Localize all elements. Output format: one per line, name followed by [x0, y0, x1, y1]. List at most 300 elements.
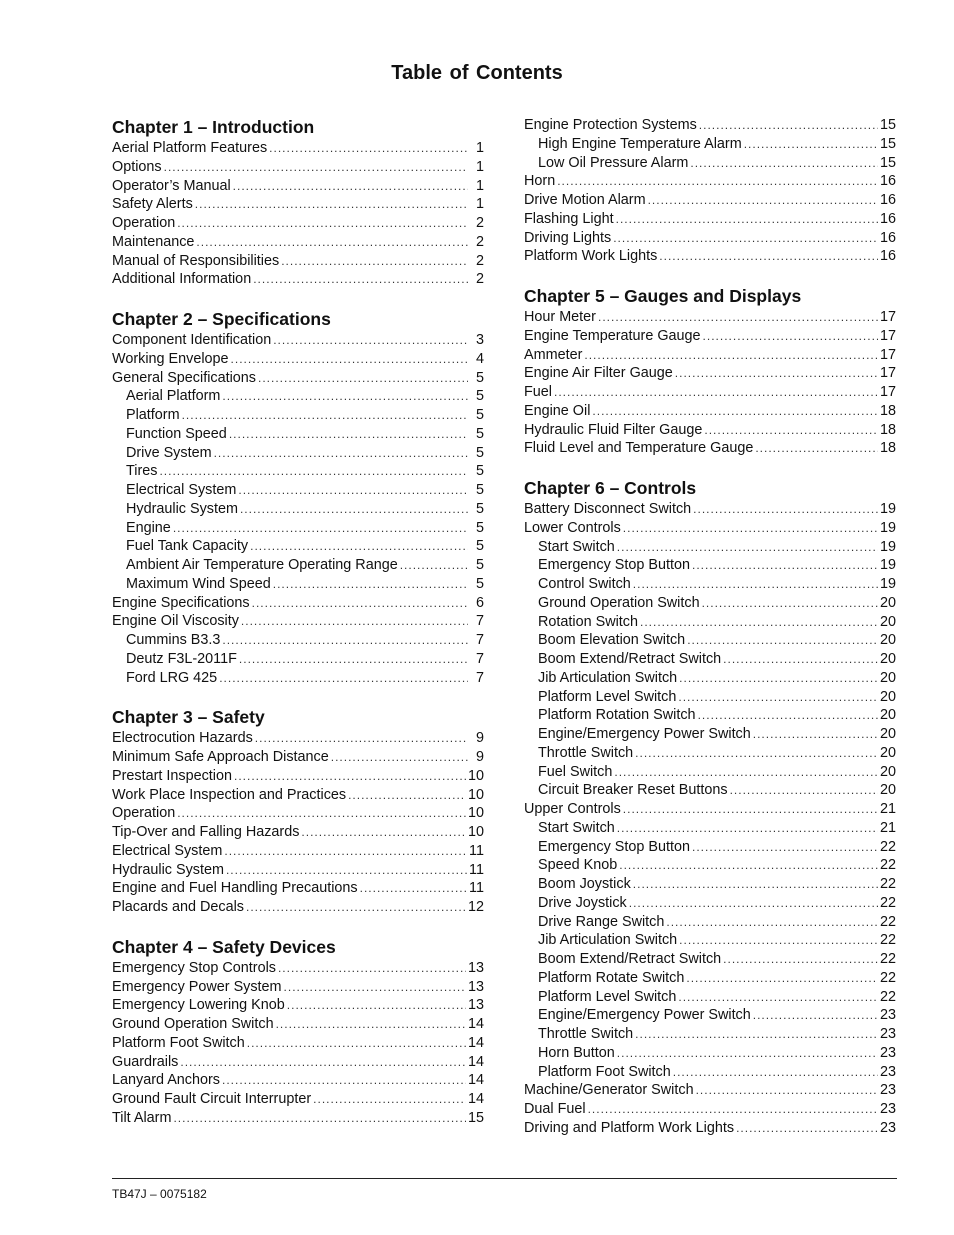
toc-subentry	[524, 1044, 896, 1063]
entry-title: Engine Oil	[524, 402, 591, 419]
dot-leader	[673, 1063, 878, 1082]
page-number: 14	[467, 1034, 484, 1051]
entry-title: Placards and Decals	[112, 899, 244, 915]
page-number: 5	[475, 369, 484, 386]
dot-leader	[250, 537, 468, 556]
entry-title: Engine Temperature Gauge	[524, 327, 701, 344]
dot-leader	[348, 786, 466, 805]
toc-subentry	[524, 1025, 896, 1044]
dot-leader	[229, 425, 468, 444]
dot-leader	[679, 669, 878, 688]
page-number: 17	[879, 327, 896, 344]
toc-entry	[112, 612, 484, 631]
page-number: 7	[475, 669, 484, 686]
toc-entry	[524, 519, 896, 538]
toc-entry	[112, 978, 484, 997]
toc-entry	[112, 842, 484, 861]
entry-title: Cummins B3.3	[126, 632, 221, 648]
entry-title: Driving and Platform Work Lights	[524, 1119, 735, 1136]
toc-subentry	[524, 744, 896, 763]
dot-leader	[755, 439, 878, 458]
page-number: 1	[475, 196, 484, 213]
page-number: 5	[475, 388, 484, 405]
dot-leader	[629, 894, 878, 913]
entry-title: Emergency Stop Button	[538, 838, 690, 855]
toc-subentry	[112, 519, 484, 538]
page-number: 22	[879, 988, 896, 1005]
entry-title: Control Switch	[538, 576, 631, 592]
dot-leader	[284, 978, 466, 997]
toc-subentry	[112, 481, 484, 500]
entry-title: Boom Joystick	[538, 876, 631, 892]
toc-subentry	[112, 631, 484, 650]
dot-leader	[704, 421, 878, 440]
dot-leader	[222, 631, 468, 650]
dot-leader	[699, 116, 878, 135]
page-number: 21	[879, 819, 896, 836]
toc-subentry	[112, 406, 484, 425]
dot-leader	[692, 838, 878, 857]
toc-entry	[112, 1015, 484, 1034]
page-number: 14	[467, 1072, 484, 1089]
toc-subentry	[524, 631, 896, 650]
entry-title: Emergency Power System	[112, 978, 282, 995]
page-number: 14	[467, 1053, 484, 1070]
dot-leader	[253, 270, 468, 289]
document-number: TB47J – 0075182	[112, 1187, 207, 1201]
toc-subentry	[524, 969, 896, 988]
toc-subentry	[524, 931, 896, 950]
dot-leader	[224, 842, 467, 861]
page-number: 21	[879, 801, 896, 817]
toc-column-left	[112, 116, 484, 1128]
page-number: 2	[475, 252, 484, 269]
toc-entry	[112, 139, 484, 158]
dot-leader	[592, 402, 878, 421]
dot-leader	[233, 177, 468, 196]
page-number: 20	[879, 763, 896, 780]
page-number: 17	[879, 384, 896, 400]
dot-leader	[222, 387, 468, 406]
toc-subentry	[112, 500, 484, 519]
dot-leader	[635, 744, 878, 763]
page-number: 22	[879, 894, 896, 911]
page-number: 23	[879, 1101, 896, 1117]
entry-title: Lanyard Anchors	[112, 1072, 220, 1089]
dot-leader	[744, 135, 878, 154]
entry-title: Additional Information	[112, 271, 252, 288]
entry-title: Platform	[126, 407, 180, 423]
entry-title: Engine/Emergency Power Switch	[538, 726, 751, 742]
entry-title: Machine/Generator Switch	[524, 1082, 694, 1099]
toc-subentry	[524, 1006, 896, 1025]
toc-entry	[112, 369, 484, 388]
toc-entry	[112, 959, 484, 978]
page-number: 10	[467, 805, 484, 822]
toc-subentry	[524, 688, 896, 707]
entry-title: Jib Articulation Switch	[538, 932, 678, 949]
dot-leader	[730, 781, 878, 800]
toc-entry	[112, 729, 484, 748]
page-number: 15	[879, 154, 896, 171]
page-number: 18	[879, 402, 896, 419]
toc-subentry	[112, 537, 484, 556]
entry-title: High Engine Temperature Alarm	[538, 135, 742, 152]
dot-leader	[698, 706, 878, 725]
dot-leader	[159, 462, 468, 481]
page-number: 23	[879, 1044, 896, 1061]
dot-leader	[554, 383, 878, 402]
toc-subentry	[524, 669, 896, 688]
toc-subentry	[112, 669, 484, 688]
toc-entry	[524, 421, 896, 440]
entry-title: Circuit Breaker Reset Buttons	[538, 782, 728, 799]
page-number: 9	[475, 749, 484, 765]
dot-leader	[640, 613, 878, 632]
page-number: 11	[469, 880, 484, 897]
entry-title: Engine Protection Systems	[524, 117, 697, 133]
toc-entry	[524, 210, 896, 229]
page-number: 1	[475, 177, 484, 194]
page-number: 4	[475, 350, 484, 367]
entry-title: Working Envelope	[112, 350, 229, 367]
entry-title: Boom Extend/Retract Switch	[538, 951, 722, 967]
entry-title: Battery Disconnect Switch	[524, 501, 692, 517]
page-number: 16	[879, 192, 896, 208]
toc-entry	[112, 350, 484, 369]
chapter-heading: Chapter 1 – Introduction	[112, 117, 315, 137]
page-number: 5	[475, 463, 484, 480]
dot-leader	[301, 823, 466, 842]
page-number: 6	[475, 594, 484, 611]
entry-title: Platform Rotation Switch	[538, 707, 696, 724]
dot-leader	[753, 1006, 878, 1025]
dot-leader	[623, 519, 878, 538]
entry-title: Platform Rotate Switch	[538, 969, 685, 986]
chapter-heading: Chapter 4 – Safety Devices	[112, 936, 336, 957]
page-number: 15	[879, 117, 896, 133]
toc-entry	[112, 879, 484, 898]
page-number: 11	[469, 842, 484, 859]
dot-leader	[231, 350, 468, 369]
page-number: 14	[467, 1091, 484, 1107]
page-number: 16	[879, 173, 896, 190]
dot-leader	[252, 594, 468, 613]
toc-subentry	[524, 913, 896, 932]
chapter-heading: Chapter 3 – Safety	[112, 707, 265, 728]
toc-entry	[112, 252, 484, 271]
toc-entry	[524, 346, 896, 365]
entry-title: Minimum Safe Approach Distance	[112, 749, 329, 765]
page-number: 5	[475, 444, 484, 461]
toc-entry	[112, 177, 484, 196]
dot-leader	[276, 1015, 466, 1034]
dot-leader	[614, 763, 878, 782]
entry-title: Platform Work Lights	[524, 248, 658, 265]
toc-subentry	[524, 819, 896, 838]
entry-title: Operation	[112, 805, 176, 822]
entry-title: Drive Motion Alarm	[524, 192, 646, 208]
page-number: 19	[879, 576, 896, 592]
entry-title: Maintenance	[112, 233, 195, 250]
toc-entry	[524, 402, 896, 421]
page-number: 17	[879, 309, 896, 325]
entry-title: Emergency Stop Button	[538, 557, 690, 574]
entry-title: Deutz F3L-2011F	[126, 650, 237, 667]
page-number: 23	[879, 1007, 896, 1024]
page-number: 5	[475, 500, 484, 517]
toc-subentry	[524, 1063, 896, 1082]
page-number: 2	[475, 271, 484, 288]
page-number: 5	[475, 575, 484, 592]
page-number: 3	[475, 332, 484, 348]
page-number: 22	[879, 969, 896, 986]
page-number: 22	[879, 876, 896, 892]
entry-title: Horn	[524, 173, 556, 190]
dot-leader	[241, 612, 468, 631]
dot-leader	[557, 172, 878, 191]
dot-leader	[234, 767, 466, 786]
page-number: 16	[879, 248, 896, 265]
page-number: 5	[475, 519, 484, 536]
entry-title: Function Speed	[126, 425, 227, 442]
dot-leader	[195, 195, 468, 214]
page-number: 1	[475, 140, 484, 156]
toc-entry	[524, 383, 896, 402]
entry-title: Boom Extend/Retract Switch	[538, 651, 722, 667]
page-number: 20	[879, 726, 896, 742]
toc-entry	[524, 172, 896, 191]
page-number: 5	[475, 482, 484, 498]
dot-leader	[703, 327, 878, 346]
entry-title: Ground Operation Switch	[112, 1016, 274, 1032]
dot-leader	[222, 1071, 466, 1090]
entry-title: Work Place Inspection and Practices	[112, 786, 347, 803]
page-number: 23	[879, 1063, 896, 1080]
entry-title: Options	[112, 158, 162, 175]
entry-title: Engine Oil Viscosity	[112, 613, 239, 630]
dot-leader	[633, 575, 878, 594]
entry-title: Drive Range Switch	[538, 913, 665, 930]
page-number: 17	[879, 346, 896, 363]
entry-title: Ground Fault Circuit Interrupter	[112, 1091, 312, 1107]
entry-title: Ground Operation Switch	[538, 594, 700, 611]
toc-entry	[524, 191, 896, 210]
dot-leader	[214, 444, 468, 463]
page-number: 16	[879, 229, 896, 246]
dot-leader	[619, 856, 878, 875]
page-number: 15	[467, 1109, 484, 1126]
dot-leader	[675, 364, 878, 383]
toc-subentry	[524, 875, 896, 894]
toc-subentry	[524, 706, 896, 725]
page-title: Table of Contents	[391, 62, 563, 84]
page-number: 22	[879, 838, 896, 855]
page-number: 19	[879, 538, 896, 555]
entry-title: Operation	[112, 215, 176, 231]
page-number: 15	[879, 135, 896, 152]
entry-title: Platform Level Switch	[538, 988, 677, 1005]
entry-title: Flashing Light	[524, 210, 614, 227]
toc-subentry	[112, 575, 484, 594]
page-number: 5	[475, 407, 484, 423]
dot-leader	[616, 210, 878, 229]
page-number: 9	[475, 730, 484, 747]
entry-title: Horn Button	[538, 1044, 615, 1061]
entry-title: Ammeter	[524, 346, 583, 363]
entry-title: Tip-Over and Falling Hazards	[112, 824, 300, 840]
dot-leader	[723, 950, 878, 969]
dot-leader	[273, 331, 468, 350]
footer-divider	[112, 1178, 897, 1179]
entry-title: Start Switch	[538, 538, 615, 555]
dot-leader	[331, 748, 468, 767]
toc-entry	[112, 823, 484, 842]
entry-title: Component Identification	[112, 332, 272, 348]
entry-title: Hydraulic System	[126, 500, 238, 517]
toc-subentry	[524, 613, 896, 632]
toc-subentry	[524, 556, 896, 575]
page-number: 2	[475, 233, 484, 250]
page-number: 22	[879, 932, 896, 949]
dot-leader	[281, 252, 468, 271]
entry-title: Throttle Switch	[538, 1026, 634, 1042]
toc-entry	[524, 1119, 896, 1138]
dot-leader	[696, 1081, 878, 1100]
page-number: 10	[467, 786, 484, 803]
entry-title: Speed Knob	[538, 857, 618, 874]
dot-leader	[633, 875, 878, 894]
toc-subentry	[524, 135, 896, 154]
dot-leader	[648, 191, 878, 210]
entry-title: Drive System	[126, 444, 212, 461]
page-number: 18	[879, 421, 896, 438]
dot-leader	[219, 669, 468, 688]
page-number: 7	[475, 650, 484, 667]
toc-entry	[524, 439, 896, 458]
toc-entry	[112, 748, 484, 767]
toc-entry	[112, 1071, 484, 1090]
page-number: 2	[475, 215, 484, 231]
toc-entry	[112, 158, 484, 177]
page-number: 13	[467, 978, 484, 995]
page-number: 1	[475, 158, 484, 175]
dot-leader	[269, 139, 468, 158]
entry-title: Upper Controls	[524, 801, 621, 817]
dot-leader	[635, 1025, 878, 1044]
page-number: 20	[879, 782, 896, 799]
entry-title: Platform Foot Switch	[538, 1063, 671, 1080]
toc-entry	[112, 195, 484, 214]
toc-entry	[112, 1090, 484, 1109]
dot-leader	[687, 631, 878, 650]
toc-subentry	[524, 838, 896, 857]
dot-leader	[598, 308, 878, 327]
dot-leader	[693, 500, 878, 519]
entry-title: Platform Foot Switch	[112, 1034, 245, 1051]
page-number: 17	[879, 365, 896, 382]
dot-leader	[240, 500, 468, 519]
entry-title: Tires	[126, 463, 158, 480]
toc-subentry	[524, 725, 896, 744]
entry-title: Manual of Responsibilities	[112, 252, 280, 269]
page-number: 20	[879, 669, 896, 686]
toc-subentry	[524, 594, 896, 613]
entry-title: Prestart Inspection	[112, 767, 232, 784]
entry-title: Safety Alerts	[112, 196, 193, 213]
dot-leader	[173, 519, 468, 538]
toc-entry	[112, 331, 484, 350]
dot-leader	[613, 229, 878, 248]
dot-leader	[177, 214, 468, 233]
dot-leader	[617, 819, 878, 838]
toc-entry	[112, 594, 484, 613]
entry-title: Engine Specifications	[112, 594, 250, 611]
dot-leader	[400, 556, 468, 575]
toc-entry	[524, 364, 896, 383]
toc-subentry	[524, 781, 896, 800]
entry-title: Low Oil Pressure Alarm	[538, 154, 689, 171]
page-number: 19	[879, 501, 896, 517]
toc-subentry	[112, 444, 484, 463]
entry-title: Aerial Platform Features	[112, 140, 268, 156]
page-number: 20	[879, 688, 896, 705]
dot-leader	[584, 346, 878, 365]
entry-title: Start Switch	[538, 819, 615, 836]
toc-entry	[524, 116, 896, 135]
chapter-heading: Chapter 2 – Specifications	[112, 309, 331, 329]
toc-subentry	[524, 894, 896, 913]
toc-entry	[524, 247, 896, 266]
toc-entry	[112, 233, 484, 252]
entry-title: Engine and Fuel Handling Precautions	[112, 880, 358, 897]
entry-title: Fluid Level and Temperature Gauge	[524, 440, 754, 457]
toc-subentry	[524, 988, 896, 1007]
entry-title: Electrical System	[112, 842, 223, 859]
entry-title: Engine/Emergency Power Switch	[538, 1007, 751, 1024]
dot-leader	[666, 913, 878, 932]
entry-title: Electrical System	[126, 482, 237, 498]
entry-title: Ambient Air Temperature Operating Range	[126, 557, 398, 573]
page-number: 10	[467, 824, 484, 840]
toc-entry	[524, 327, 896, 346]
page-number: 19	[879, 519, 896, 536]
toc-entry	[112, 767, 484, 786]
dot-leader	[723, 650, 878, 669]
page-number: 7	[475, 613, 484, 630]
entry-title: Hydraulic System	[112, 861, 224, 878]
page-number: 10	[467, 767, 484, 784]
entry-title: Electrocution Hazards	[112, 730, 253, 747]
entry-title: Hydraulic Fluid Filter Gauge	[524, 421, 703, 438]
page-number: 20	[879, 632, 896, 649]
page-number: 14	[467, 1016, 484, 1032]
entry-title: Drive Joystick	[538, 894, 627, 911]
entry-title: Maximum Wind Speed	[126, 575, 271, 592]
page-number: 20	[879, 707, 896, 724]
dot-leader	[678, 988, 878, 1007]
entry-title: Fuel Switch	[538, 763, 613, 780]
toc-entry	[524, 1100, 896, 1119]
entry-title: General Specifications	[112, 369, 256, 386]
dot-leader	[180, 1053, 466, 1072]
page-number: 20	[879, 651, 896, 667]
dot-leader	[239, 650, 468, 669]
dot-leader	[313, 1090, 466, 1109]
toc-entry	[112, 270, 484, 289]
entry-title: Boom Elevation Switch	[538, 632, 686, 649]
dot-leader	[753, 725, 878, 744]
